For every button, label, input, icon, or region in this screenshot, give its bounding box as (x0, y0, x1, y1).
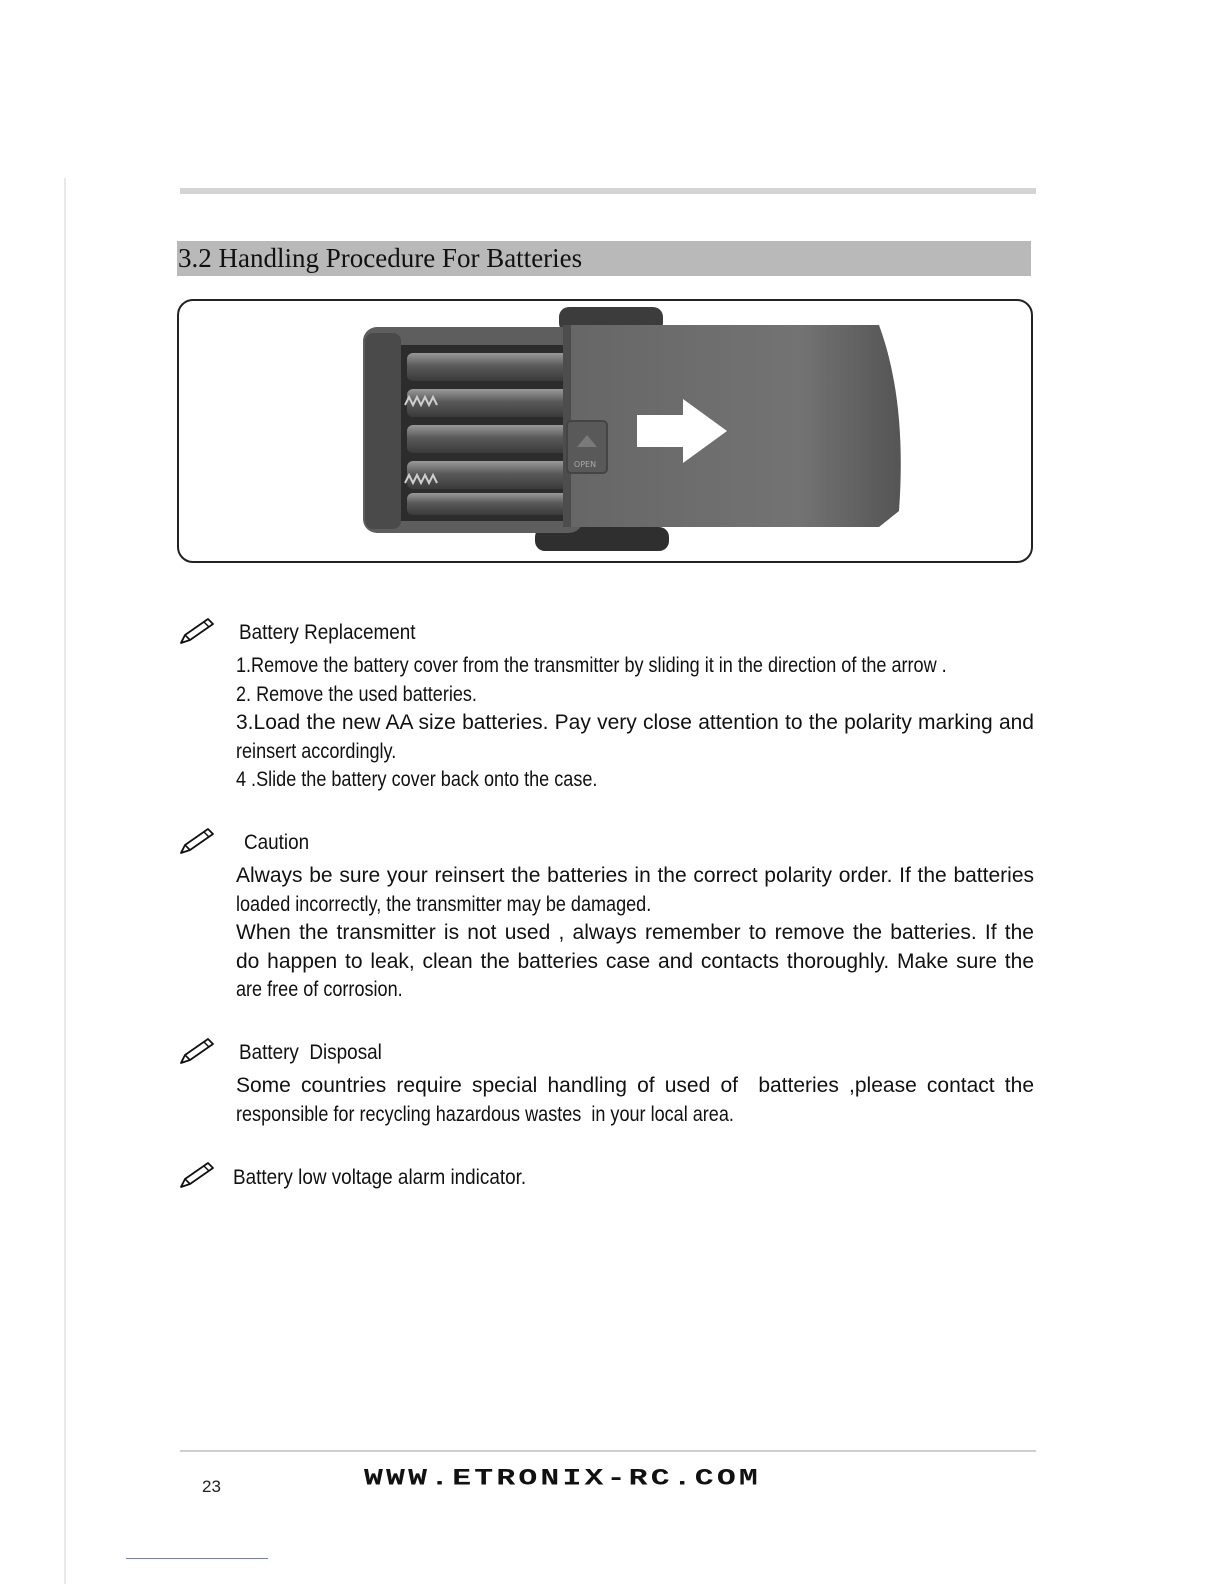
pencil-icon (178, 826, 216, 856)
body-line: 3.Load the new AA size batteries. Pay very close attention to the polarity marking and (236, 711, 1034, 735)
pencil-icon (178, 1160, 216, 1190)
section-title (177, 241, 1031, 276)
body-line: are free of corrosion. (236, 978, 403, 1002)
body-line: reinsert accordingly. (236, 739, 397, 763)
footer-rule (180, 1450, 1036, 1452)
cover-open-label: OPEN (573, 460, 597, 469)
website-url[interactable]: WWW.ETRONIX-RC.COM (364, 1466, 761, 1493)
link-underline (126, 1558, 268, 1559)
section-body (236, 652, 1034, 795)
body-line: 4 .Slide the battery cover back onto the case. (236, 768, 598, 792)
section-body (236, 1072, 1034, 1129)
section-number: 3.2 (178, 243, 212, 273)
body-line: Always be sure your reinsert the batteries in the correct polarity order. If the batteries (236, 864, 1034, 887)
pencil-icon (178, 1036, 216, 1066)
body-line: do happen to leak, clean the batteries case and contacts thoroughly. Make sure the (236, 949, 1034, 973)
section-heading: Battery Replacement (239, 621, 416, 644)
body-line: loaded incorrectly, the transmitter may be damaged. (236, 892, 652, 916)
body-line: When the transmitter is not used , always remember to remove the batteries. If the (236, 921, 1034, 945)
battery-compartment-figure (177, 299, 1033, 563)
page-number: 23 (202, 1477, 221, 1496)
top-rule (180, 188, 1036, 194)
body-line: Some countries require special handling of used of batteries ,please contact the (236, 1074, 1034, 1097)
page-left-edge (64, 178, 66, 1584)
section-title-text: Handling Procedure For Batteries (218, 243, 583, 273)
pencil-icon (178, 616, 216, 646)
section-heading: Caution (244, 831, 310, 854)
section-heading: Battery low voltage alarm indicator. (233, 1166, 527, 1189)
section-heading: Battery Disposal (239, 1041, 382, 1064)
body-line: 1.Remove the battery cover from the transmitter by sliding it in the direction of the arrow . (236, 654, 947, 677)
section-body (236, 862, 1034, 1005)
battery-compartment-illustration (179, 301, 1031, 561)
body-line: 2. Remove the used batteries. (236, 682, 477, 706)
body-line: responsible for recycling hazardous wastes in your local area. (236, 1102, 734, 1126)
